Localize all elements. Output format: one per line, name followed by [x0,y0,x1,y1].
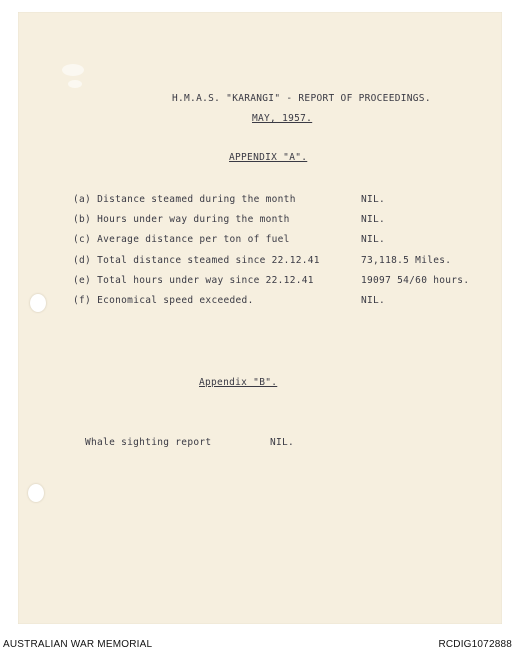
report-heading: H.M.A.S. "KARANGI" - REPORT OF PROCEEDINGS. [172,93,431,104]
row-b-item: (b) Hours under way during the month [73,214,290,225]
row-d-value: 73,118.5 Miles. [361,255,452,266]
row-a-item: (a) Distance steamed during the month [73,194,296,205]
row-f-item: (f) Economical speed exceeded. [73,295,254,306]
footer-record-id: RCDIG1072888 [438,639,512,650]
whale-sighting-label: Whale sighting report [85,437,212,448]
row-c-item: (c) Average distance per ton of fuel [73,234,290,245]
whale-sighting-value: NIL. [270,437,295,448]
row-e-item: (e) Total hours under way since 22.12.41 [73,275,314,286]
row-b-value: NIL. [361,214,386,225]
row-f-value: NIL. [361,295,386,306]
row-c-value: NIL. [361,234,386,245]
paper-stain [68,80,82,88]
paper-stain [62,64,84,76]
row-d-item: (d) Total distance steamed since 22.12.41 [73,255,320,266]
appendix-a-title: APPENDIX "A". [229,152,308,163]
row-e-value: 19097 54/60 hours. [361,275,470,286]
row-a-value: NIL. [361,194,386,205]
report-date: MAY, 1957. [252,113,313,124]
footer-archive-name: AUSTRALIAN WAR MEMORIAL [3,639,153,650]
punch-hole-bottom [28,484,44,502]
punch-hole-top [30,294,46,312]
appendix-b-title: Appendix "B". [199,377,278,388]
